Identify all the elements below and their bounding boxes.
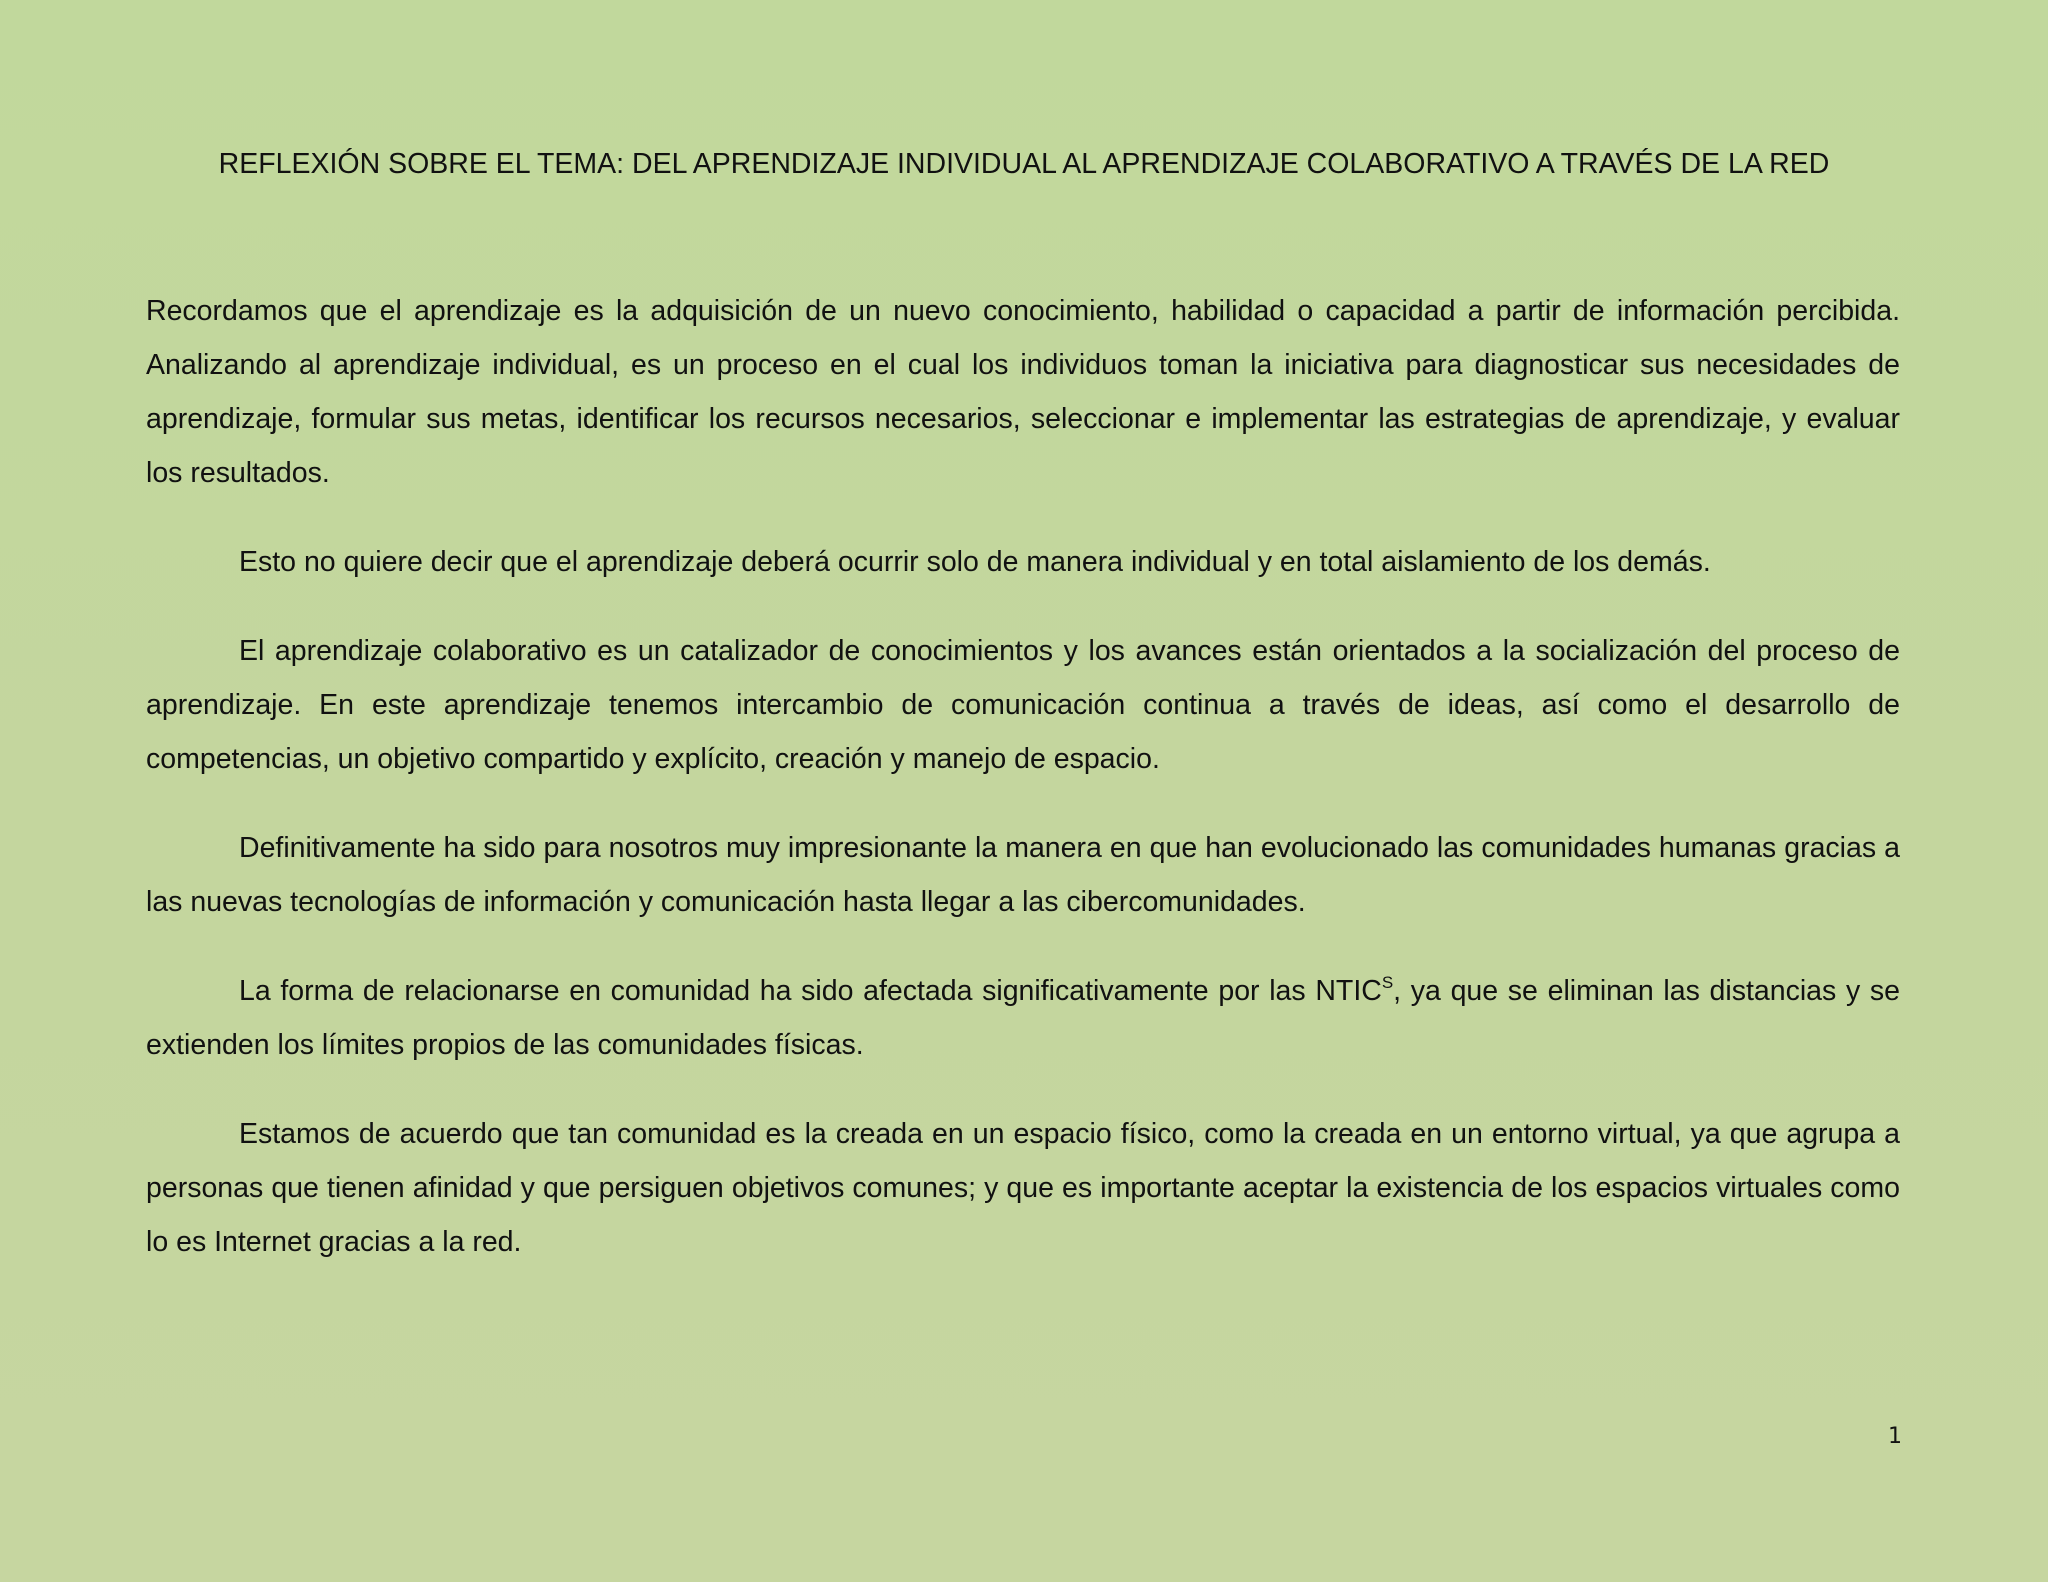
paragraph-2: Esto no quiere decir que el aprendizaje deberá ocurrir solo de manera individual y en total aislamiento de los demás. bbox=[239, 546, 1711, 578]
document-title: REFLEXIÓN SOBRE EL TEMA: DEL APRENDIZAJE INDIVIDUAL AL APRENDIZAJE COLABORATIVO A TRAVÉS DE LA RED bbox=[218, 148, 1830, 180]
paragraph-6: Estamos de acuerdo que tan comunidad es la creada en un espacio físico, como la creada en un entorno virtual, ya que agrupa a personas que tienen afinidad y que persiguen objetivos comunes; y que es importante aceptar la existencia de los espacios virtuales como lo es Internet gracias a la red. bbox=[146, 1118, 1900, 1258]
paragraph-5-text-start: La forma de relacionarse en comunidad ha sido afectada significativamente por las NTIC bbox=[239, 975, 1382, 1007]
paragraph-5-text-end: , ya que se eliminan las distancias y se extienden los límites propios de las comunidades físicas. bbox=[146, 975, 1900, 1061]
paragraph-3: El aprendizaje colaborativo es un catalizador de conocimientos y los avances están orientados a la socialización del proceso de aprendizaje. En este aprendizaje tenemos intercambio de comunicación continua a través de ideas, así como el desarrollo de competencias, un objetivo compartido y explícito, creación y manejo de espacio. bbox=[146, 635, 1900, 775]
paragraph-5 bbox=[146, 964, 1900, 1072]
page-number: 1 bbox=[1888, 1424, 1902, 1449]
ntic-superscript: S bbox=[1381, 972, 1394, 992]
document-body bbox=[146, 284, 1900, 1304]
paragraph-1: Recordamos que el aprendizaje es la adquisición de un nuevo conocimiento, habilidad o capacidad a partir de información percibida. Analizando al aprendizaje individual, es un proceso en el cual los individuos toman la iniciativa para diagnosticar sus necesidades de aprendizaje, formular sus metas, identificar los recursos necesarios, seleccionar e implementar las estrategias de aprendizaje, y evaluar los resultados. bbox=[146, 295, 1900, 489]
paragraph-4: Definitivamente ha sido para nosotros muy impresionante la manera en que han evolucionado las comunidades humanas gracias a las nuevas tecnologías de información y comunicación hasta llegar a las cibercomunidades. bbox=[146, 832, 1900, 918]
